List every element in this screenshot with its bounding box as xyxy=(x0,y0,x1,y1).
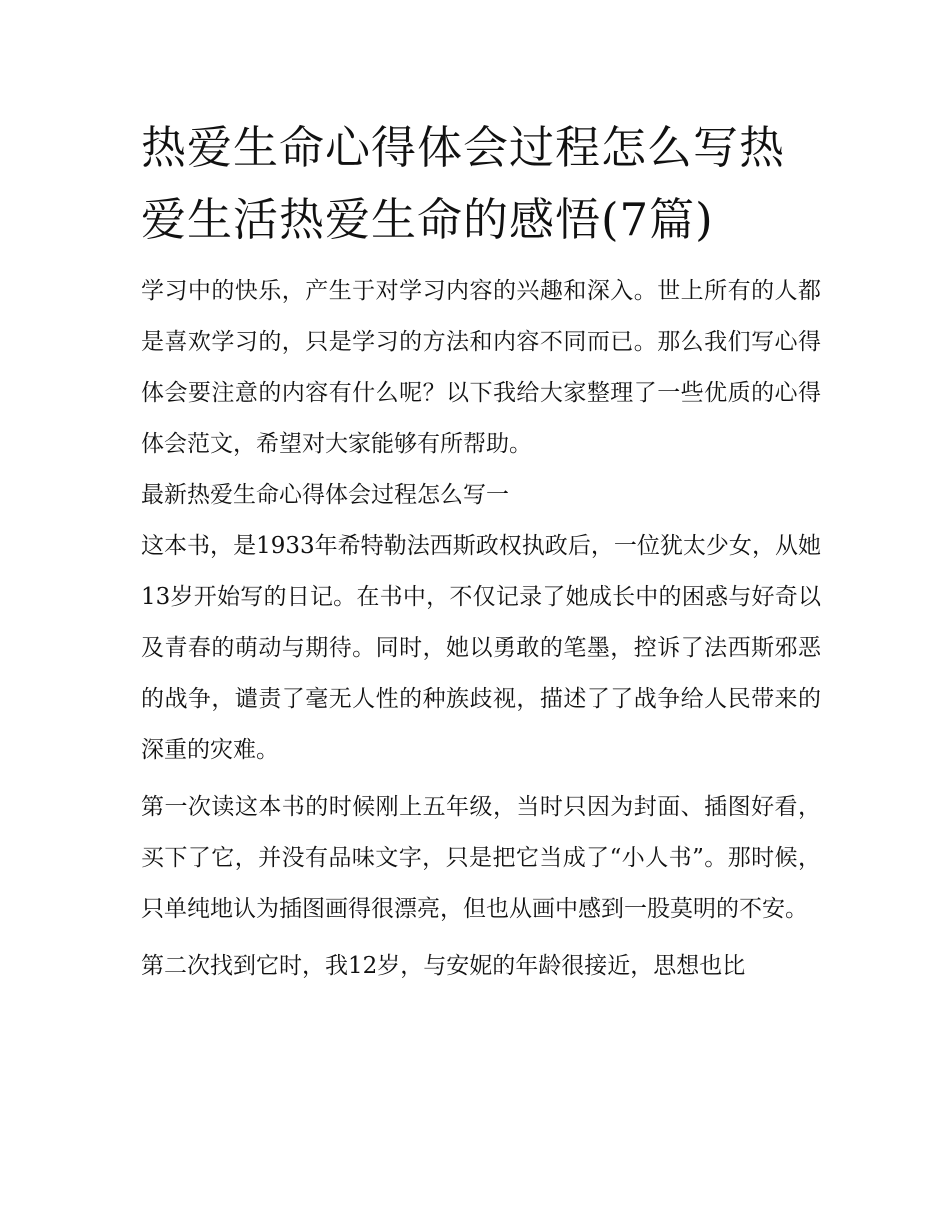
document-title: 热爱生命心得体会过程怎么写热爱生活热爱生命的感悟(7篇) xyxy=(141,121,786,246)
body-paragraph-1: 这本书，是1933年希特勒法西斯政权执政后，一位犹太少女，从她13岁开始写的日记。在书中，不仅记录了她成长中的困惑与好奇以及青春的萌动与期待。同时，她以勇敢的笔墨，控诉了法西斯邪恶的战争，谴责了毫无人性的种族歧视，描述了了战争给人民带来的深重的灾难。 xyxy=(141,533,821,763)
body-paragraph-3: 第二次找到它时，我12岁，与安妮的年龄很接近，思想也比 xyxy=(141,953,746,979)
body-paragraph-2: 第一次读这本书的时候刚上五年级，当时只因为封面、插图好看，买下了它，并没有品味文字，只是把它当成了“小人书”。那时候，只单纯地认为插图画得很漂亮，但也从画中感到一股莫明的不安。 xyxy=(141,794,821,922)
intro-paragraph: 学习中的快乐，产生于对学习内容的兴趣和深入。世上所有的人都是喜欢学习的，只是学习的方法和内容不同而已。那么我们写心得体会要注意的内容有什么呢？以下我给大家整理了一些优质的心得体会范文，希望对大家能够有所帮助。 xyxy=(141,278,821,457)
document-body xyxy=(141,112,821,992)
section-heading: 最新热爱生命心得体会过程怎么写一 xyxy=(141,482,509,508)
